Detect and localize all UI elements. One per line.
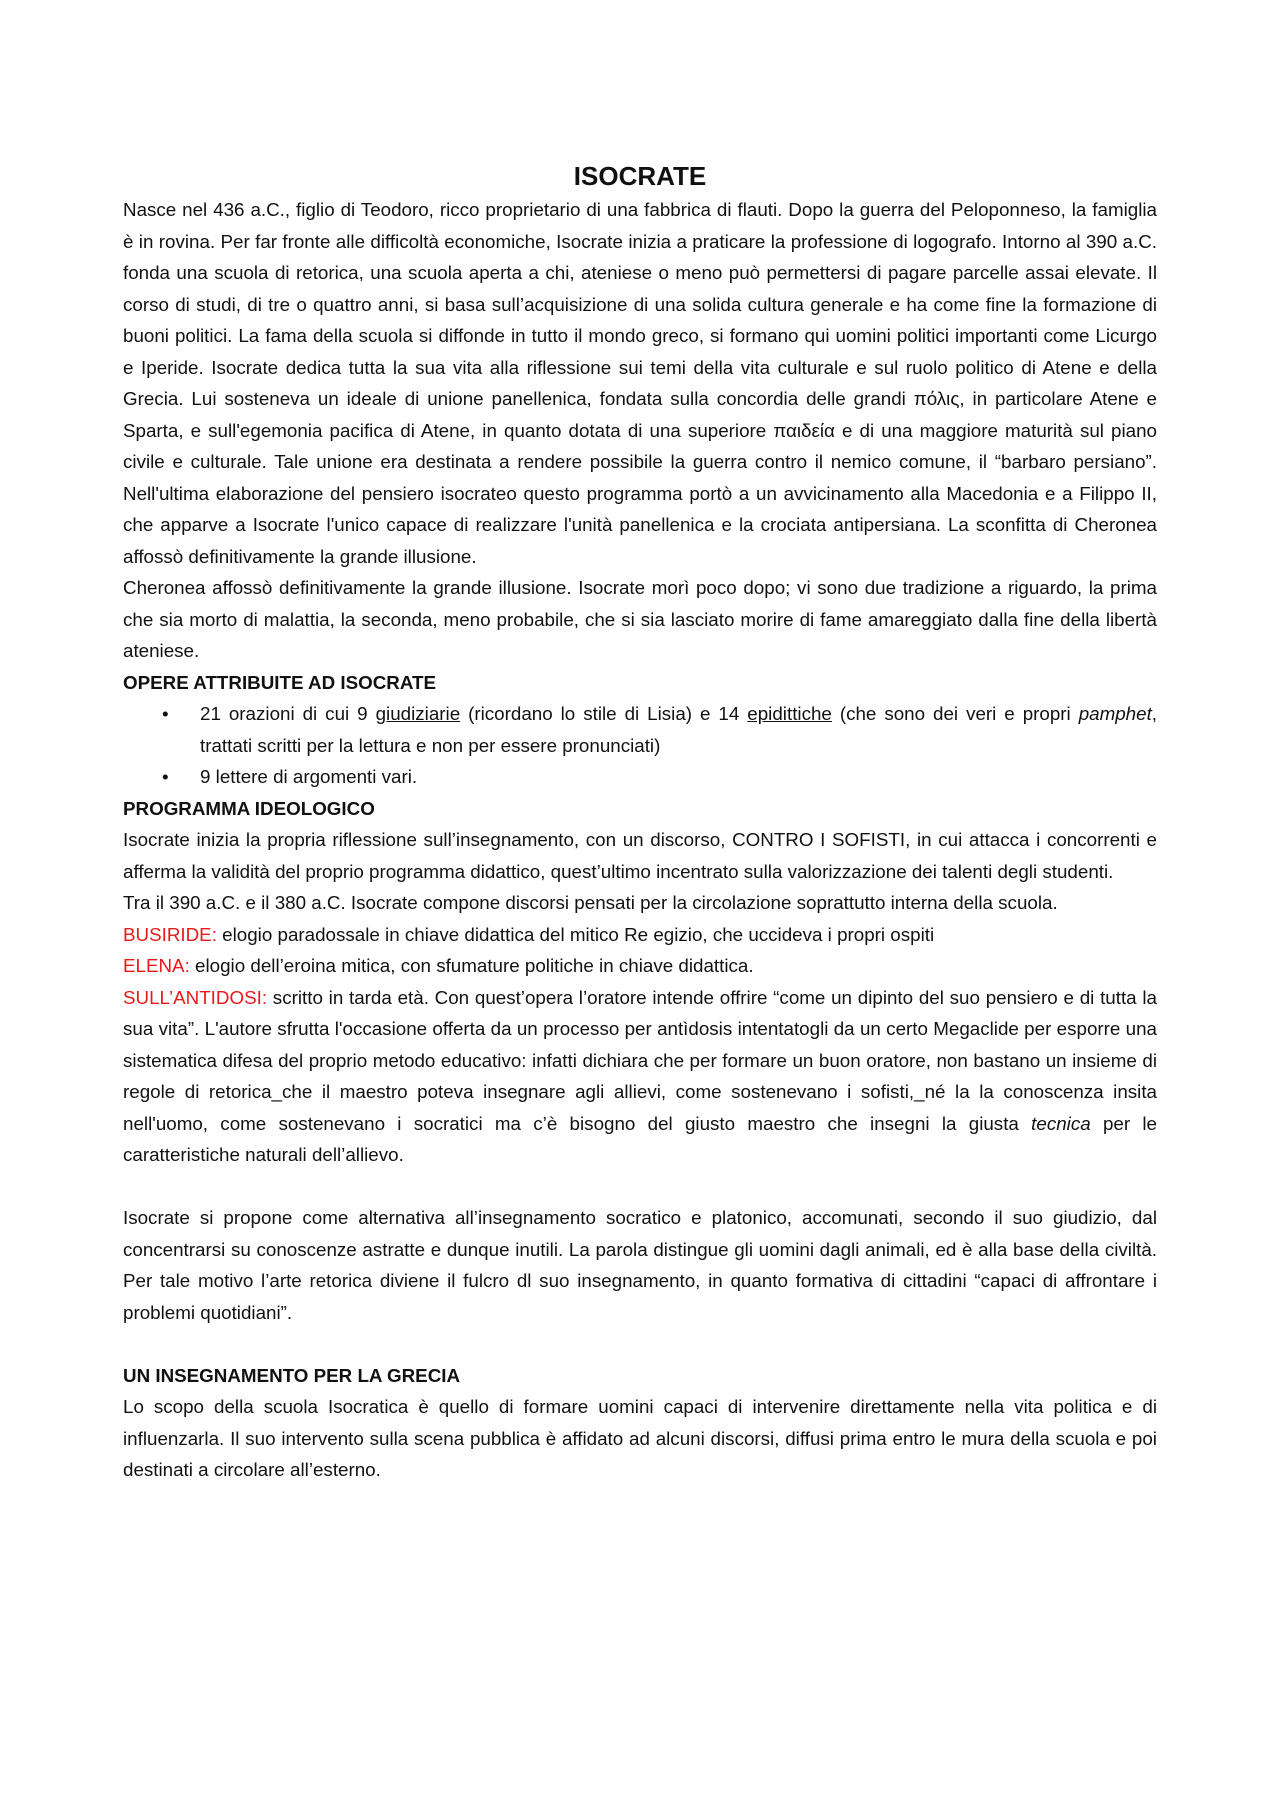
elena-label: ELENA: (123, 955, 190, 976)
opere-heading: OPERE ATTRIBUITE AD ISOCRATE (123, 671, 437, 693)
text: (ricordano lo stile di Lisia) e 14 (460, 703, 748, 724)
opere-list (123, 698, 1157, 793)
list-item (162, 761, 1157, 793)
death-paragraph: Cheronea affossò definitivamente la grande illusione. Isocrate morì poco dopo; vi sono due tradizione a riguardo, la prima che sia morto di malattia, la seconda, meno probabile, che si sia lasciato morire di fame amareggiato dalla fine della libertà ateniese. (123, 577, 1157, 661)
antidosi-label: SULL’ANTIDOSI: (123, 986, 268, 1008)
document-title: ISOCRATE (573, 161, 707, 191)
antidosi-entry (123, 982, 1157, 1171)
programma-heading: PROGRAMMA IDEOLOGICO (123, 797, 375, 819)
elena-entry (123, 950, 1157, 982)
italic-term: pamphet (1078, 703, 1152, 724)
busiride-label: BUSIRIDE: (123, 923, 217, 945)
bullet-icon: • (162, 703, 169, 724)
blank-line (123, 1171, 1157, 1203)
list-item (162, 698, 1158, 761)
programma-paragraph-3: Isocrate si propone come alternativa all’insegnamento socratico e platonico, accomunati, secondo il suo giudizio, dal concentrarsi su conoscenze astratte e dunque inutili. La parola distingue gli uomini dagli animali, ed è alla base della civiltà. Per tale motivo l’arte retorica diviene il fulcro dl suo insegnamento, in quanto formativa di cittadini “capaci di affrontare i problemi quotidiani”. (123, 1207, 1157, 1323)
text: scritto in tarda età. Con quest’opera l’oratore intende offrire “come un dipinto del suo pensiero e di tutta la sua vita”. L'autore sfrutta l'occasione offerta da un processo per antìdosis intentatogli da un certo Megaclide per esporre una sistematica difesa del proprio metodo educativo: infatti dichiara che per formare un buon oratore, non bastano un insieme di regole di retorica_che il maestro poteva insegnare agli allievi, come sostenevano i sofisti,_né la la conoscenza insita nell'uomo, come sostenevano i socratici ma c’è bisogno del giusto maestro che insegni la giusta (123, 986, 1157, 1134)
text: (che sono dei veri e propri (831, 703, 1079, 724)
grecia-paragraph: Lo scopo della scuola Isocratica è quello di formare uomini capaci di intervenire direttamente nella vita politica e di influenzarla. Il suo intervento sulla scena pubblica è affidato ad alcuni discorsi, diffusi prima entro le mura della scuola e poi destinati a circolare all’esterno. (123, 1396, 1157, 1480)
text: elogio paradossale in chiave didattica del mitico Re egizio, che uccideva i propri ospiti (216, 923, 935, 945)
text: elogio dell’eroina mitica, con sfumature politiche in chiave didattica. (189, 955, 754, 976)
programma-paragraph-2: Tra il 390 a.C. e il 380 a.C. Isocrate compone discorsi pensati per la circolazione soprattutto interna della scuola. (123, 892, 1058, 913)
grecia-heading: UN INSEGNAMENTO PER LA GRECIA (123, 1364, 461, 1386)
intro-paragraph: Nasce nel 436 a.C., figlio di Teodoro, ricco proprietario di una fabbrica di flauti. Dopo la guerra del Peloponneso, la famiglia è in rovina. Per far fronte alle difficoltà economiche, Isocrate inizia a praticare la professione di logografo. Intorno al 390 a.C. fonda una scuola di retorica, una scuola aperta a chi, ateniese o meno può permettersi di pagare parcelle assai elevate. Il corso di studi, di tre o quattro anni, si basa sull’acquisizione di una solida cultura generale e ha come fine la formazione di buoni politici. La fama della scuola si diffonde in tutto il mondo greco, si formano qui uomini politici importanti come Licurgo e Iperide. Isocrate dedica tutta la sua vita alla riflessione sui temi della vita culturale e sul ruolo politico di Atene e della Grecia. Lui sosteneva un ideale di unione panellenica, fondata sulla concordia delle grandi πόλις, in particolare Atene e Sparta, e sull'egemonia pacifica di Atene, in quanto dotata di una superiore παιδεία e di una maggiore maturità sul piano civile e culturale. Tale unione era destinata a rendere possibile la guerra contro il nemico comune, il “barbaro persiano”. Nell'ultima elaborazione del pensiero isocrateo questo programma portò a un avvicinamento alla Macedonia e a Filippo II, che apparve a Isocrate l'unico capace di realizzare l'unità panellenica e la crociata antipersiana. La sconfitta di Cheronea affossò definitivamente la grande illusione. (123, 199, 1157, 567)
text: 9 lettere di argomenti vari. (200, 766, 418, 787)
text: 21 orazioni di cui 9 (200, 703, 376, 724)
italic-term: tecnica (1031, 1112, 1091, 1134)
text: , trattati scritti per la lettura e non per essere pronunciati) (200, 703, 1158, 756)
blank-line (123, 1328, 1157, 1360)
text: per le caratteristiche naturali dell’allievo. (123, 1112, 1157, 1165)
document-page (123, 158, 1157, 1486)
bullet-icon: • (162, 766, 169, 787)
programma-paragraph-1: Isocrate inizia la propria riflessione sull’insegnamento, con un discorso, CONTRO I SOFISTI, in cui attacca i concorrenti e afferma la validità del proprio programma didattico, quest’ultimo incentrato sulla valorizzazione dei talenti degli studenti. (123, 829, 1157, 882)
busiride-entry (123, 919, 1157, 951)
underlined-term: giudiziarie (375, 703, 461, 724)
underlined-term: epidittiche (747, 703, 832, 724)
